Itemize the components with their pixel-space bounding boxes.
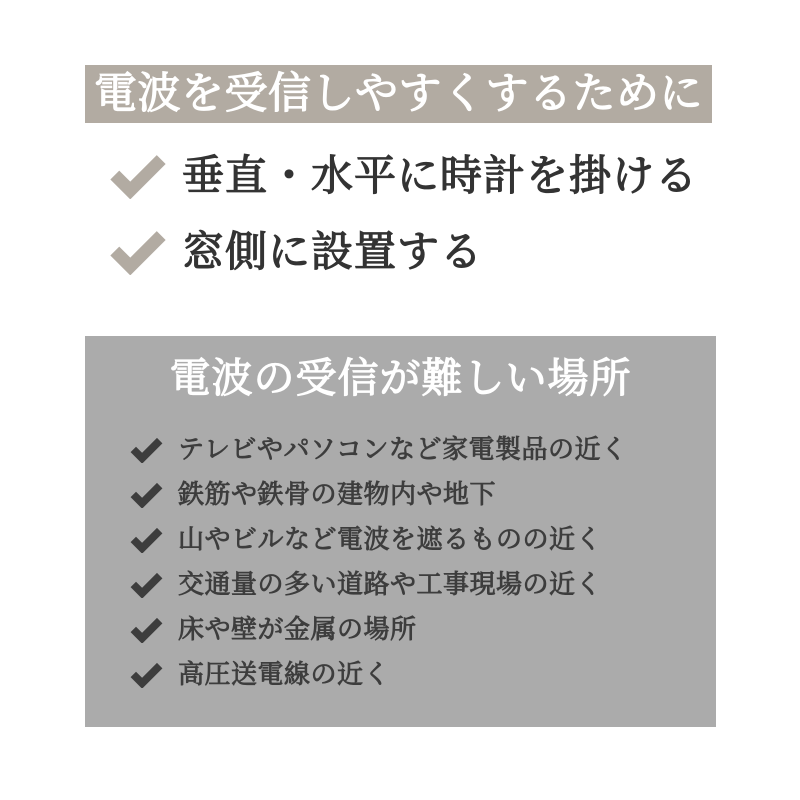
- list-item: [130, 569, 627, 601]
- list-item-label: 窓側に設置する: [182, 227, 484, 276]
- good-section-title: 電波を受信しやすくするために: [94, 68, 703, 119]
- check-icon: [130, 482, 163, 508]
- bad-section-panel: [85, 336, 716, 727]
- list-item-label: 鉄筋や鉄骨の建物内や地下: [178, 480, 497, 510]
- list-item: [130, 524, 627, 556]
- list-item-label: 床や壁が金属の場所: [178, 615, 417, 645]
- list-item-label: 高圧送電線の近く: [178, 660, 391, 690]
- good-section-banner: [85, 65, 712, 123]
- list-item-label: 山やビルなど電波を遮るものの近く: [178, 525, 603, 555]
- list-item-label: テレビやパソコンなど家電製品の近く: [178, 435, 628, 465]
- bad-reception-list: [130, 434, 627, 691]
- list-item: [109, 150, 698, 202]
- list-item: [109, 226, 698, 278]
- check-icon: [130, 662, 163, 688]
- check-icon: [130, 617, 163, 643]
- good-reception-list: [109, 150, 698, 278]
- list-item: [130, 614, 627, 646]
- check-icon: [109, 229, 167, 275]
- list-item-label: 垂直・水平に時計を掛ける: [182, 151, 699, 200]
- check-icon: [130, 527, 163, 553]
- check-icon: [130, 572, 163, 598]
- check-icon: [130, 437, 163, 463]
- list-item-label: 交通量の多い道路や工事現場の近く: [178, 570, 603, 600]
- bad-section-title: 電波の受信が難しい場所: [169, 354, 632, 402]
- check-icon: [109, 153, 167, 199]
- list-item: [130, 479, 627, 511]
- list-item: [130, 659, 627, 691]
- list-item: [130, 434, 627, 466]
